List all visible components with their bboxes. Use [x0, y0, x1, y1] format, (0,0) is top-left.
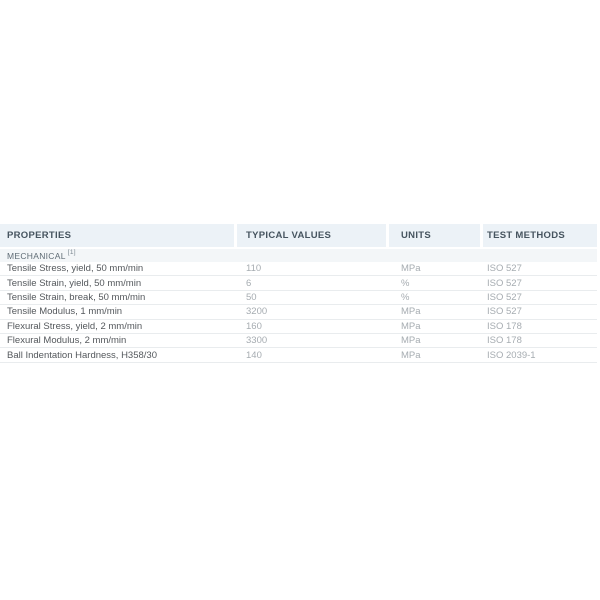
- column-header-properties: PROPERTIES: [0, 224, 234, 247]
- unit-cell: MPa: [401, 335, 421, 347]
- table-row: [0, 262, 597, 276]
- unit-cell: MPa: [401, 349, 421, 361]
- property-cell: Tensile Strain, break, 50 mm/min: [7, 291, 146, 303]
- method-cell: ISO 527: [487, 291, 522, 303]
- table-row: [0, 305, 597, 319]
- unit-cell: %: [401, 291, 410, 303]
- method-cell: ISO 527: [487, 277, 522, 289]
- column-header-test-methods: TEST METHODS: [483, 224, 597, 247]
- property-cell: Tensile Stress, yield, 50 mm/min: [7, 263, 144, 275]
- table-row: [0, 334, 597, 348]
- unit-cell: MPa: [401, 320, 421, 332]
- column-header-units: UNITS: [389, 224, 480, 247]
- unit-cell: MPa: [401, 306, 421, 318]
- value-cell: 140: [246, 349, 262, 361]
- table-row: [0, 348, 597, 362]
- property-cell: Flexural Modulus, 2 mm/min: [7, 335, 127, 347]
- column-header-typical-values: TYPICAL VALUES: [237, 224, 386, 247]
- unit-cell: %: [401, 277, 410, 289]
- section-label: MECHANICAL: [7, 250, 66, 261]
- table-header-row: [0, 224, 597, 247]
- table-row: [0, 276, 597, 290]
- value-cell: 6: [246, 277, 252, 289]
- method-cell: ISO 178: [487, 320, 522, 332]
- method-cell: ISO 2039-1: [487, 349, 536, 361]
- property-cell: Tensile Strain, yield, 50 mm/min: [7, 277, 142, 289]
- value-cell: 160: [246, 320, 262, 332]
- method-cell: ISO 527: [487, 263, 522, 275]
- method-cell: ISO 178: [487, 335, 522, 347]
- value-cell: 3300: [246, 335, 268, 347]
- table-row: [0, 320, 597, 334]
- method-cell: ISO 527: [487, 306, 522, 318]
- material-properties-table: [0, 224, 597, 363]
- property-cell: Flexural Stress, yield, 2 mm/min: [7, 320, 143, 332]
- value-cell: 110: [246, 263, 262, 275]
- property-cell: Tensile Modulus, 1 mm/min: [7, 306, 123, 318]
- property-cell: Ball Indentation Hardness, H358/30: [7, 349, 157, 361]
- value-cell: 50: [246, 291, 257, 303]
- unit-cell: MPa: [401, 263, 421, 275]
- footnote-marker: [1]: [67, 249, 76, 256]
- value-cell: 3200: [246, 306, 268, 318]
- table-row: [0, 291, 597, 305]
- section-row-mechanical: [0, 249, 597, 262]
